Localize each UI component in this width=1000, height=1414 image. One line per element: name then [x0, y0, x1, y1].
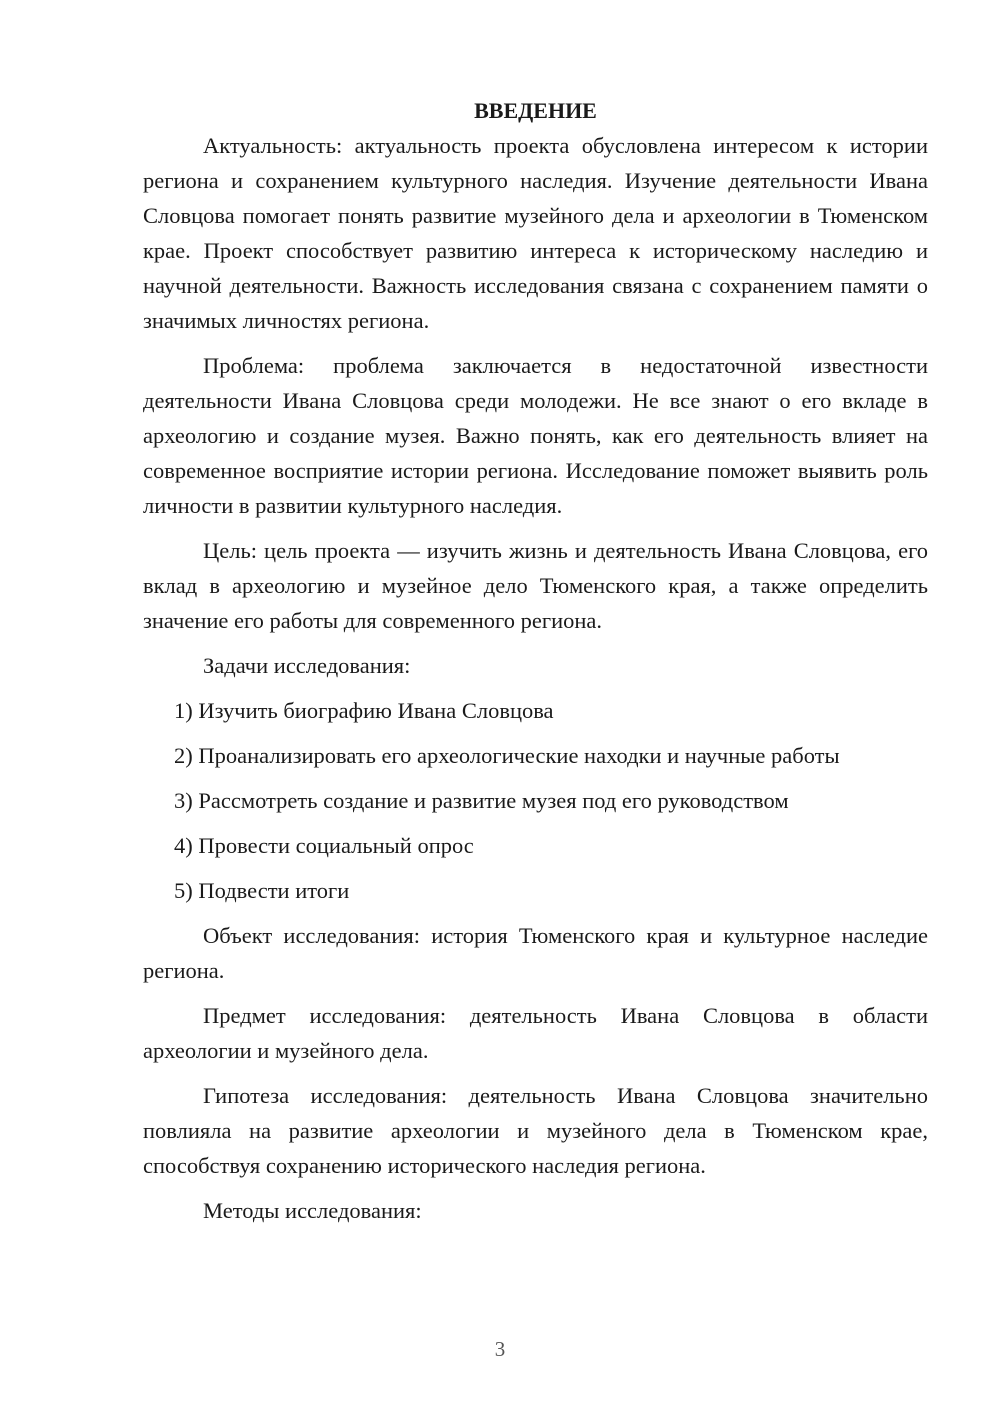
- list-item: 1) Изучить биографию Ивана Словцова: [174, 698, 554, 723]
- page-number: 3: [494, 1337, 506, 1361]
- page-title: ВВЕДЕНИЕ: [474, 98, 597, 123]
- paragraph-subject: Предмет исследования: деятельность Ивана Словцова в области археологии и музейного дела.: [143, 1003, 928, 1063]
- tasks-heading: Задачи исследования:: [203, 653, 411, 678]
- paragraph-hypothesis: Гипотеза исследования: деятельность Ивана Словцова значительно повлияла на развитие археологии и музейного дела в Тюменском крае, способствуя сохранению исторического наследия региона.: [143, 1083, 928, 1178]
- paragraph-problem: Проблема: проблема заключается в недостаточной известности деятельности Ивана Словцова среди молодежи. Не все знают о его вкладе в археологию и создание музея. Важно понять, как его деятельность влияет на современное восприятие истории региона. Исследование поможет выявить роль личности в развитии культурного наследия.: [143, 353, 928, 518]
- paragraph-relevance: Актуальность: актуальность проекта обусловлена интересом к истории региона и сохранением культурного наследия. Изучение деятельности Ивана Словцова помогает понять развитие музейного дела и археологии в Тюменском крае. Проект способствует развитию интереса к историческому наследию и научной деятельности. Важность исследования связана с сохранением памяти о значимых личностях региона.: [143, 133, 928, 333]
- paragraph-goal: Цель: цель проекта — изучить жизнь и деятельность Ивана Словцова, его вклад в археологию и музейное дело Тюменского края, а также определить значение его работы для современного региона.: [143, 538, 928, 633]
- paragraph-object: Объект исследования: история Тюменского края и культурное наследие региона.: [143, 923, 928, 983]
- tasks-list: [143, 693, 928, 908]
- page-content: [143, 93, 928, 1228]
- list-item: 5) Подвести итоги: [174, 878, 350, 903]
- list-item: 3) Рассмотреть создание и развитие музея под его руководством: [174, 788, 789, 813]
- paragraph-methods: Методы исследования:: [203, 1198, 422, 1223]
- list-item: 2) Проанализировать его археологические находки и научные работы: [174, 743, 840, 768]
- list-item: 4) Провести социальный опрос: [174, 833, 474, 858]
